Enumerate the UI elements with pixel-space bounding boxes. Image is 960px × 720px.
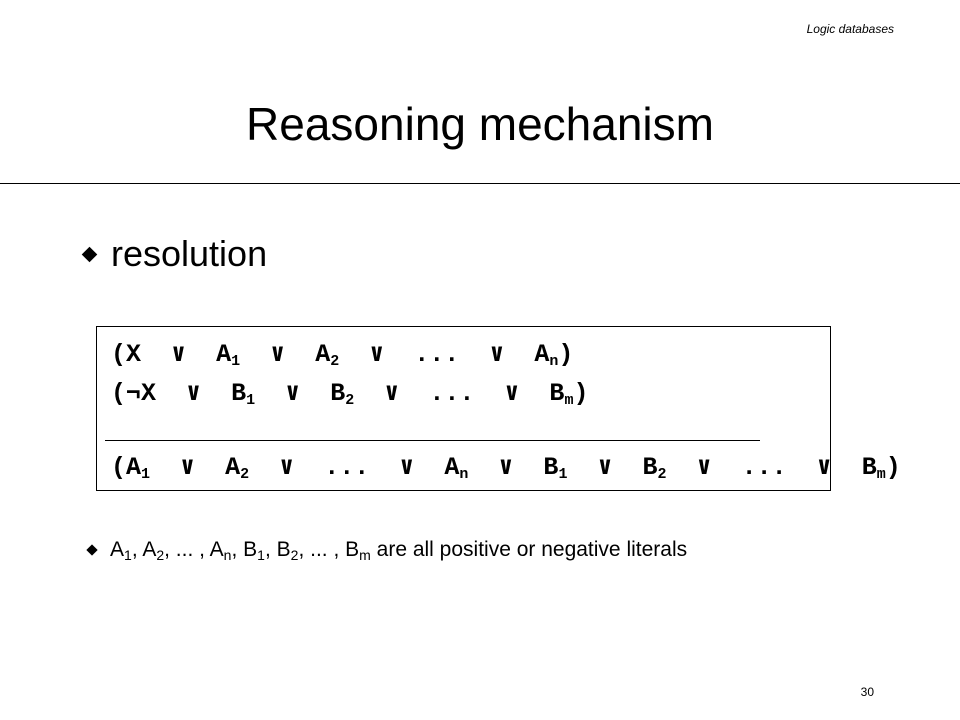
- main-bullet-text: resolution: [111, 233, 268, 274]
- subscript: 1: [257, 547, 265, 563]
- subscript: n: [223, 547, 232, 563]
- subscript: 1: [124, 547, 132, 563]
- resolvent: ($A_1$ ∨ $A_2$ ∨ ... ∨ $A_n$ ∨ $B_1$ ∨ $B_2$ ∨ ... ∨ $B_m$): [111, 453, 901, 483]
- header-label: Logic databases: [806, 22, 894, 36]
- page-number: 30: [860, 685, 874, 699]
- literals-note-text: are all positive or negative literals: [376, 538, 688, 561]
- slide-title: Reasoning mechanism: [246, 98, 714, 150]
- subscript: m: [876, 466, 886, 483]
- clause-1: (X ∨ $A_1$ ∨ $A_2$ ∨ ... ∨ $A_n$): [111, 340, 574, 370]
- subscript: 1: [558, 466, 568, 483]
- subscript: 1: [141, 466, 151, 483]
- clause-2: (¬X ∨ $B_1$ ∨ $B_2$ ∨ ... ∨ $B_m$): [111, 379, 589, 409]
- main-bullet: [84, 232, 267, 276]
- subscript: 1: [231, 353, 241, 370]
- subscript: 1: [246, 392, 256, 409]
- literals-list: $A_1$, $A_2$, ... , $A_n$, $B_1$, $B_2$, ... , $B_m$: [110, 538, 371, 563]
- subscript: m: [359, 547, 371, 563]
- subscript: m: [564, 392, 574, 409]
- subscript: 2: [657, 466, 667, 483]
- subscript: n: [459, 466, 469, 483]
- title-divider: [0, 183, 960, 184]
- subscript: 2: [156, 547, 165, 563]
- subscript: 2: [330, 353, 340, 370]
- resolution-rule-box: [96, 326, 901, 491]
- literals-note: [88, 536, 687, 564]
- subscript: 2: [240, 466, 250, 483]
- inference-line: [105, 440, 760, 441]
- subscript: n: [549, 353, 559, 370]
- diamond-bullet-icon: [86, 544, 97, 555]
- diamond-bullet-icon: [82, 246, 98, 262]
- subscript: 2: [290, 547, 299, 563]
- subscript: 2: [345, 392, 355, 409]
